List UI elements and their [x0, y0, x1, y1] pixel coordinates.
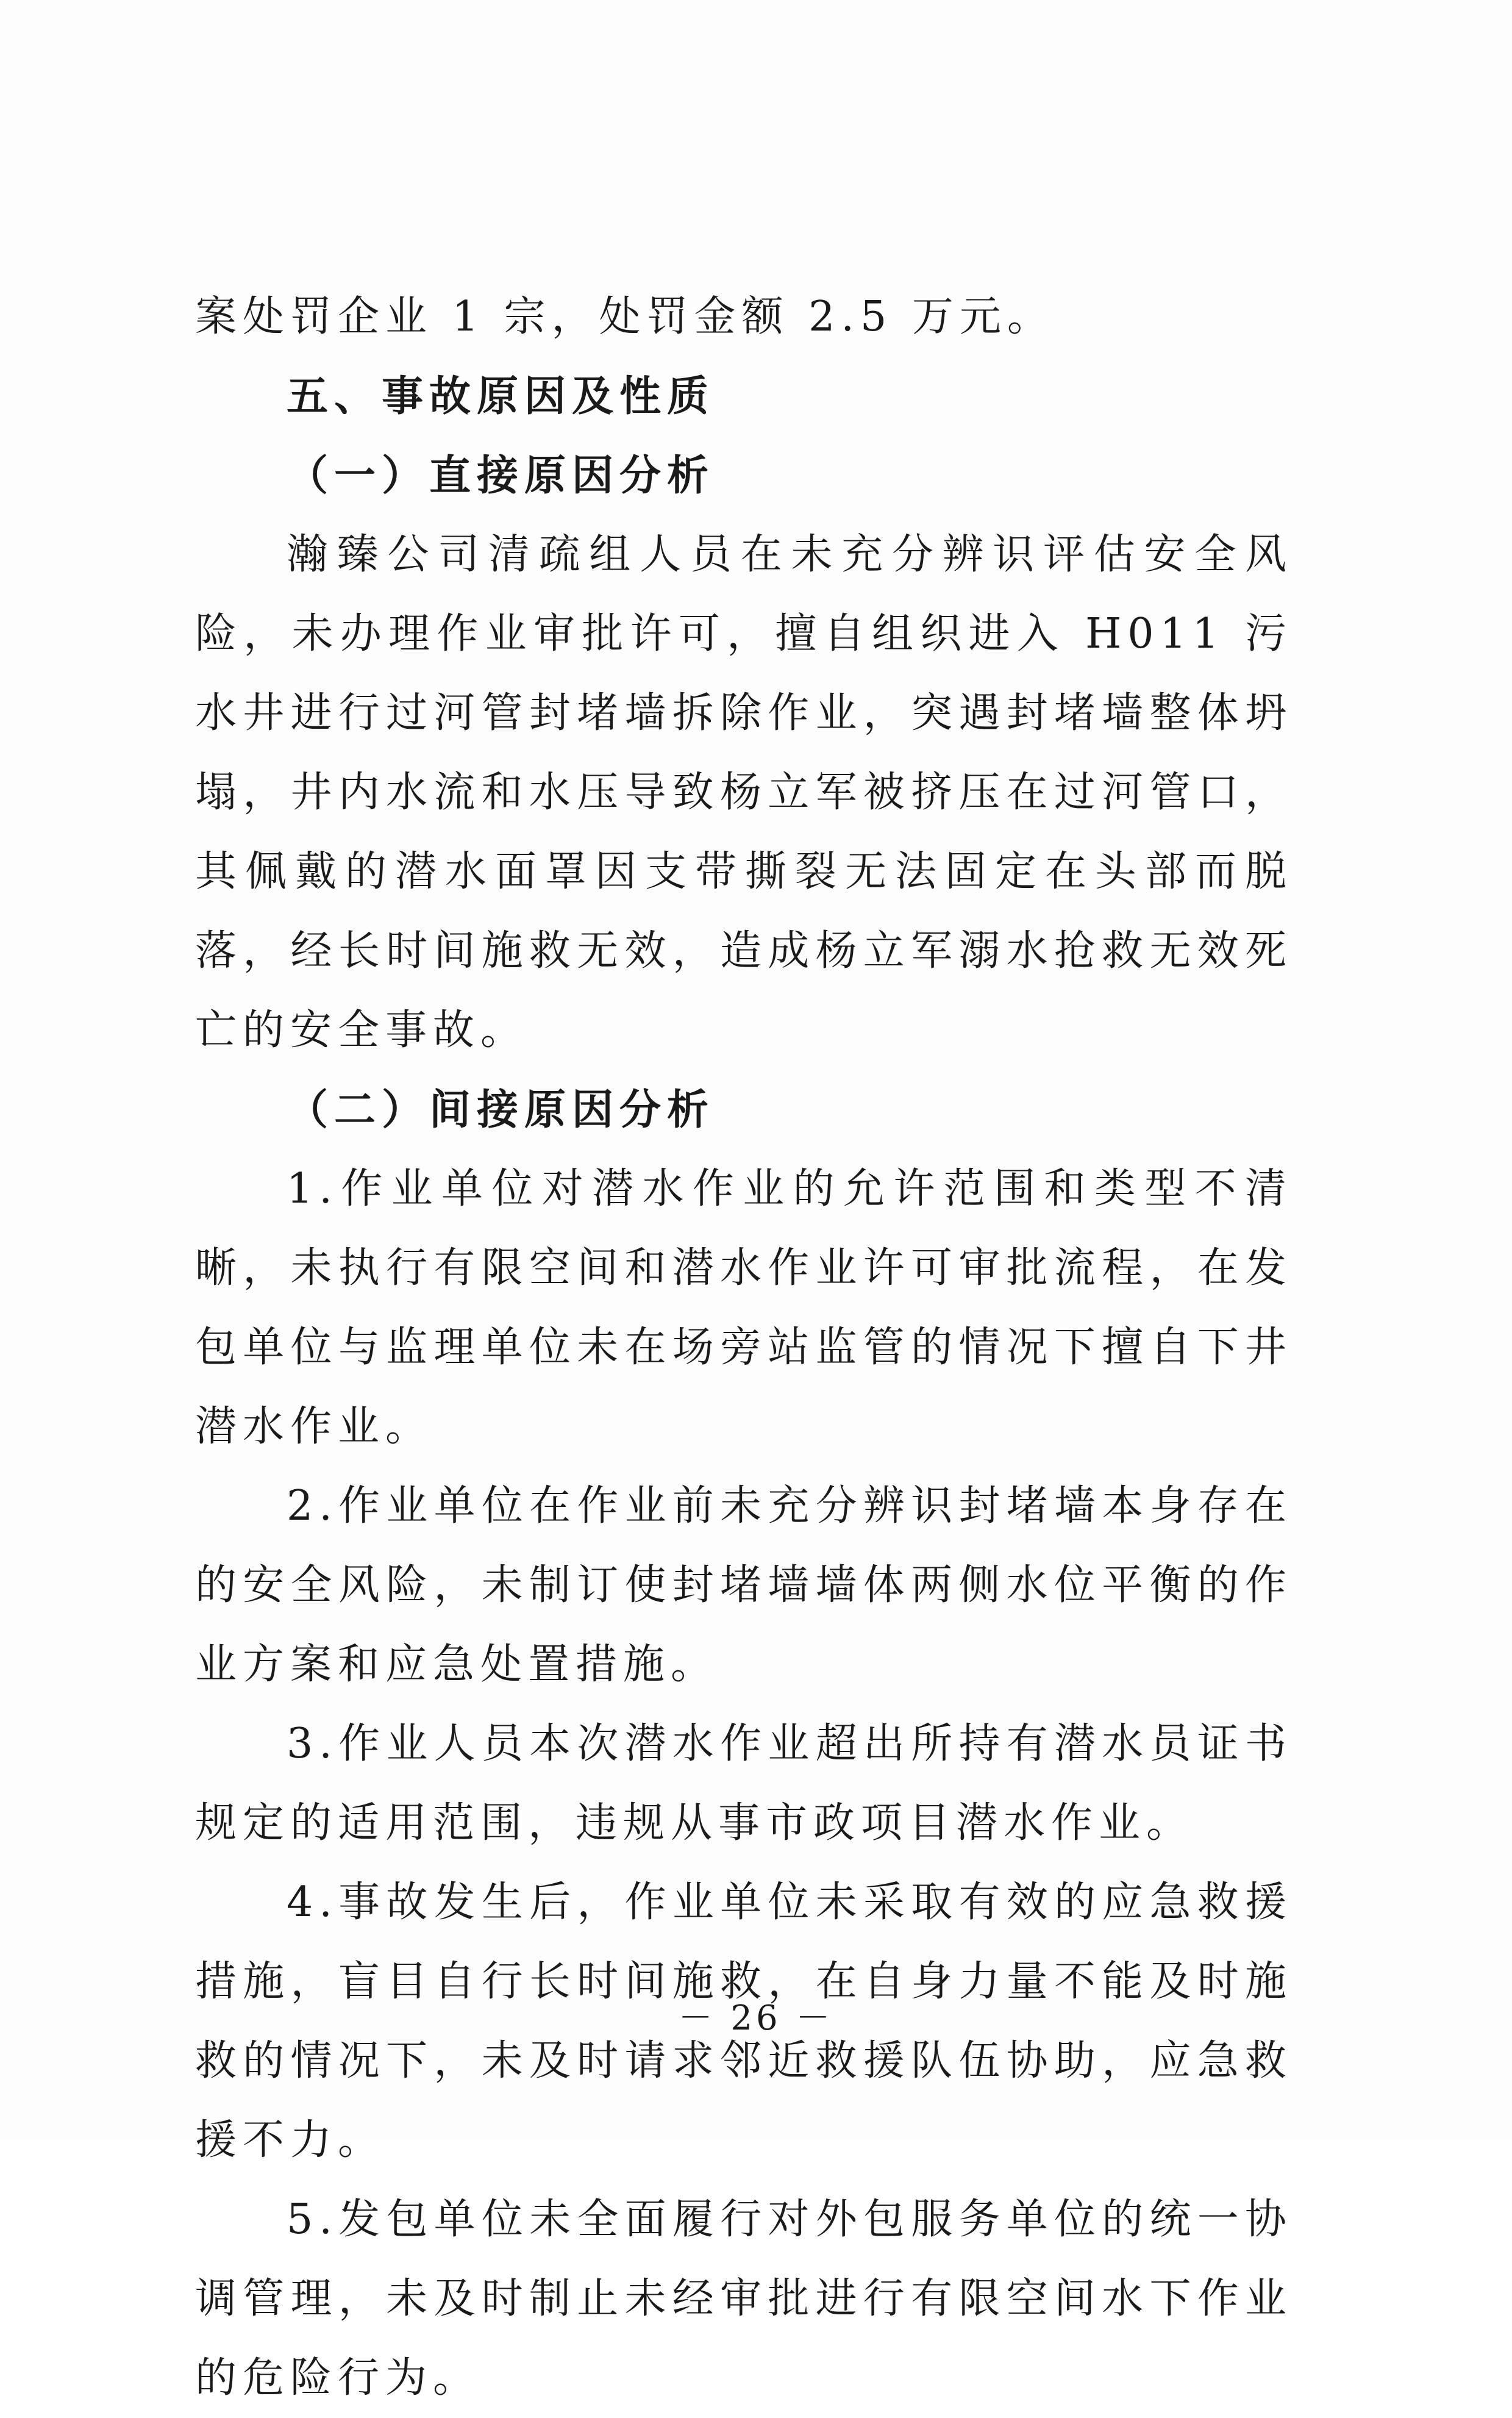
section-heading-causes: 五、事故原因及性质	[287, 372, 715, 421]
subsection-heading-direct-cause: （一）直接原因分析	[287, 451, 715, 500]
paragraph-direct-cause: 瀚臻公司清疏组人员在未充分辨识评估安全风险，未办理作业审批许可，擅自组织进入 H011 污水井进行过河管封堵墙拆除作业，突遇封堵墙整体坍塌，井内水流和水压导致杨立军被挤压在过河管口，其佩戴的潜水面罩因支带撕裂无法固定在头部而脱落，经长时间施救无效，造成杨立军溺水抢救无效死亡的安全事故。	[195, 531, 1293, 1054]
paragraph-indirect-cause-1: 1.作业单位对潜水作业的允许范围和类型不清晰，未执行有限空间和潜水作业许可审批流程，在发包单位与监理单位未在场旁站监管的情况下擅自下井潜水作业。	[195, 1165, 1293, 1451]
paragraph-indirect-cause-5: 5.发包单位未全面履行对外包服务单位的统一协调管理，未及时制止未经审批进行有限空间水下作业的危险行为。	[195, 2195, 1293, 2402]
paragraph-indirect-cause-4: 4.事故发生后，作业单位未采取有效的应急救援措施，盲目自行长时间施救，在自身力量不能及时施救的情况下，未及时请求邻近救援队伍协助，应急救援不力。	[195, 1878, 1293, 2164]
page-number: － 26 －	[678, 1998, 834, 2038]
paragraph-penalty: 案处罚企业 1 宗，处罚金额 2.5 万元。	[195, 293, 1055, 341]
document-body	[195, 277, 1293, 2418]
paragraph-indirect-cause-2: 2.作业单位在作业前未充分辨识封堵墙本身存在的安全风险，未制订使封堵墙墙体两侧水位平衡的作业方案和应急处置措施。	[195, 1482, 1293, 1689]
paragraph-indirect-cause-3: 3.作业人员本次潜水作业超出所持有潜水员证书规定的适用范围，违规从事市政项目潜水作业。	[195, 1720, 1293, 1847]
subsection-heading-indirect-cause: （二）间接原因分析	[287, 1086, 715, 1134]
